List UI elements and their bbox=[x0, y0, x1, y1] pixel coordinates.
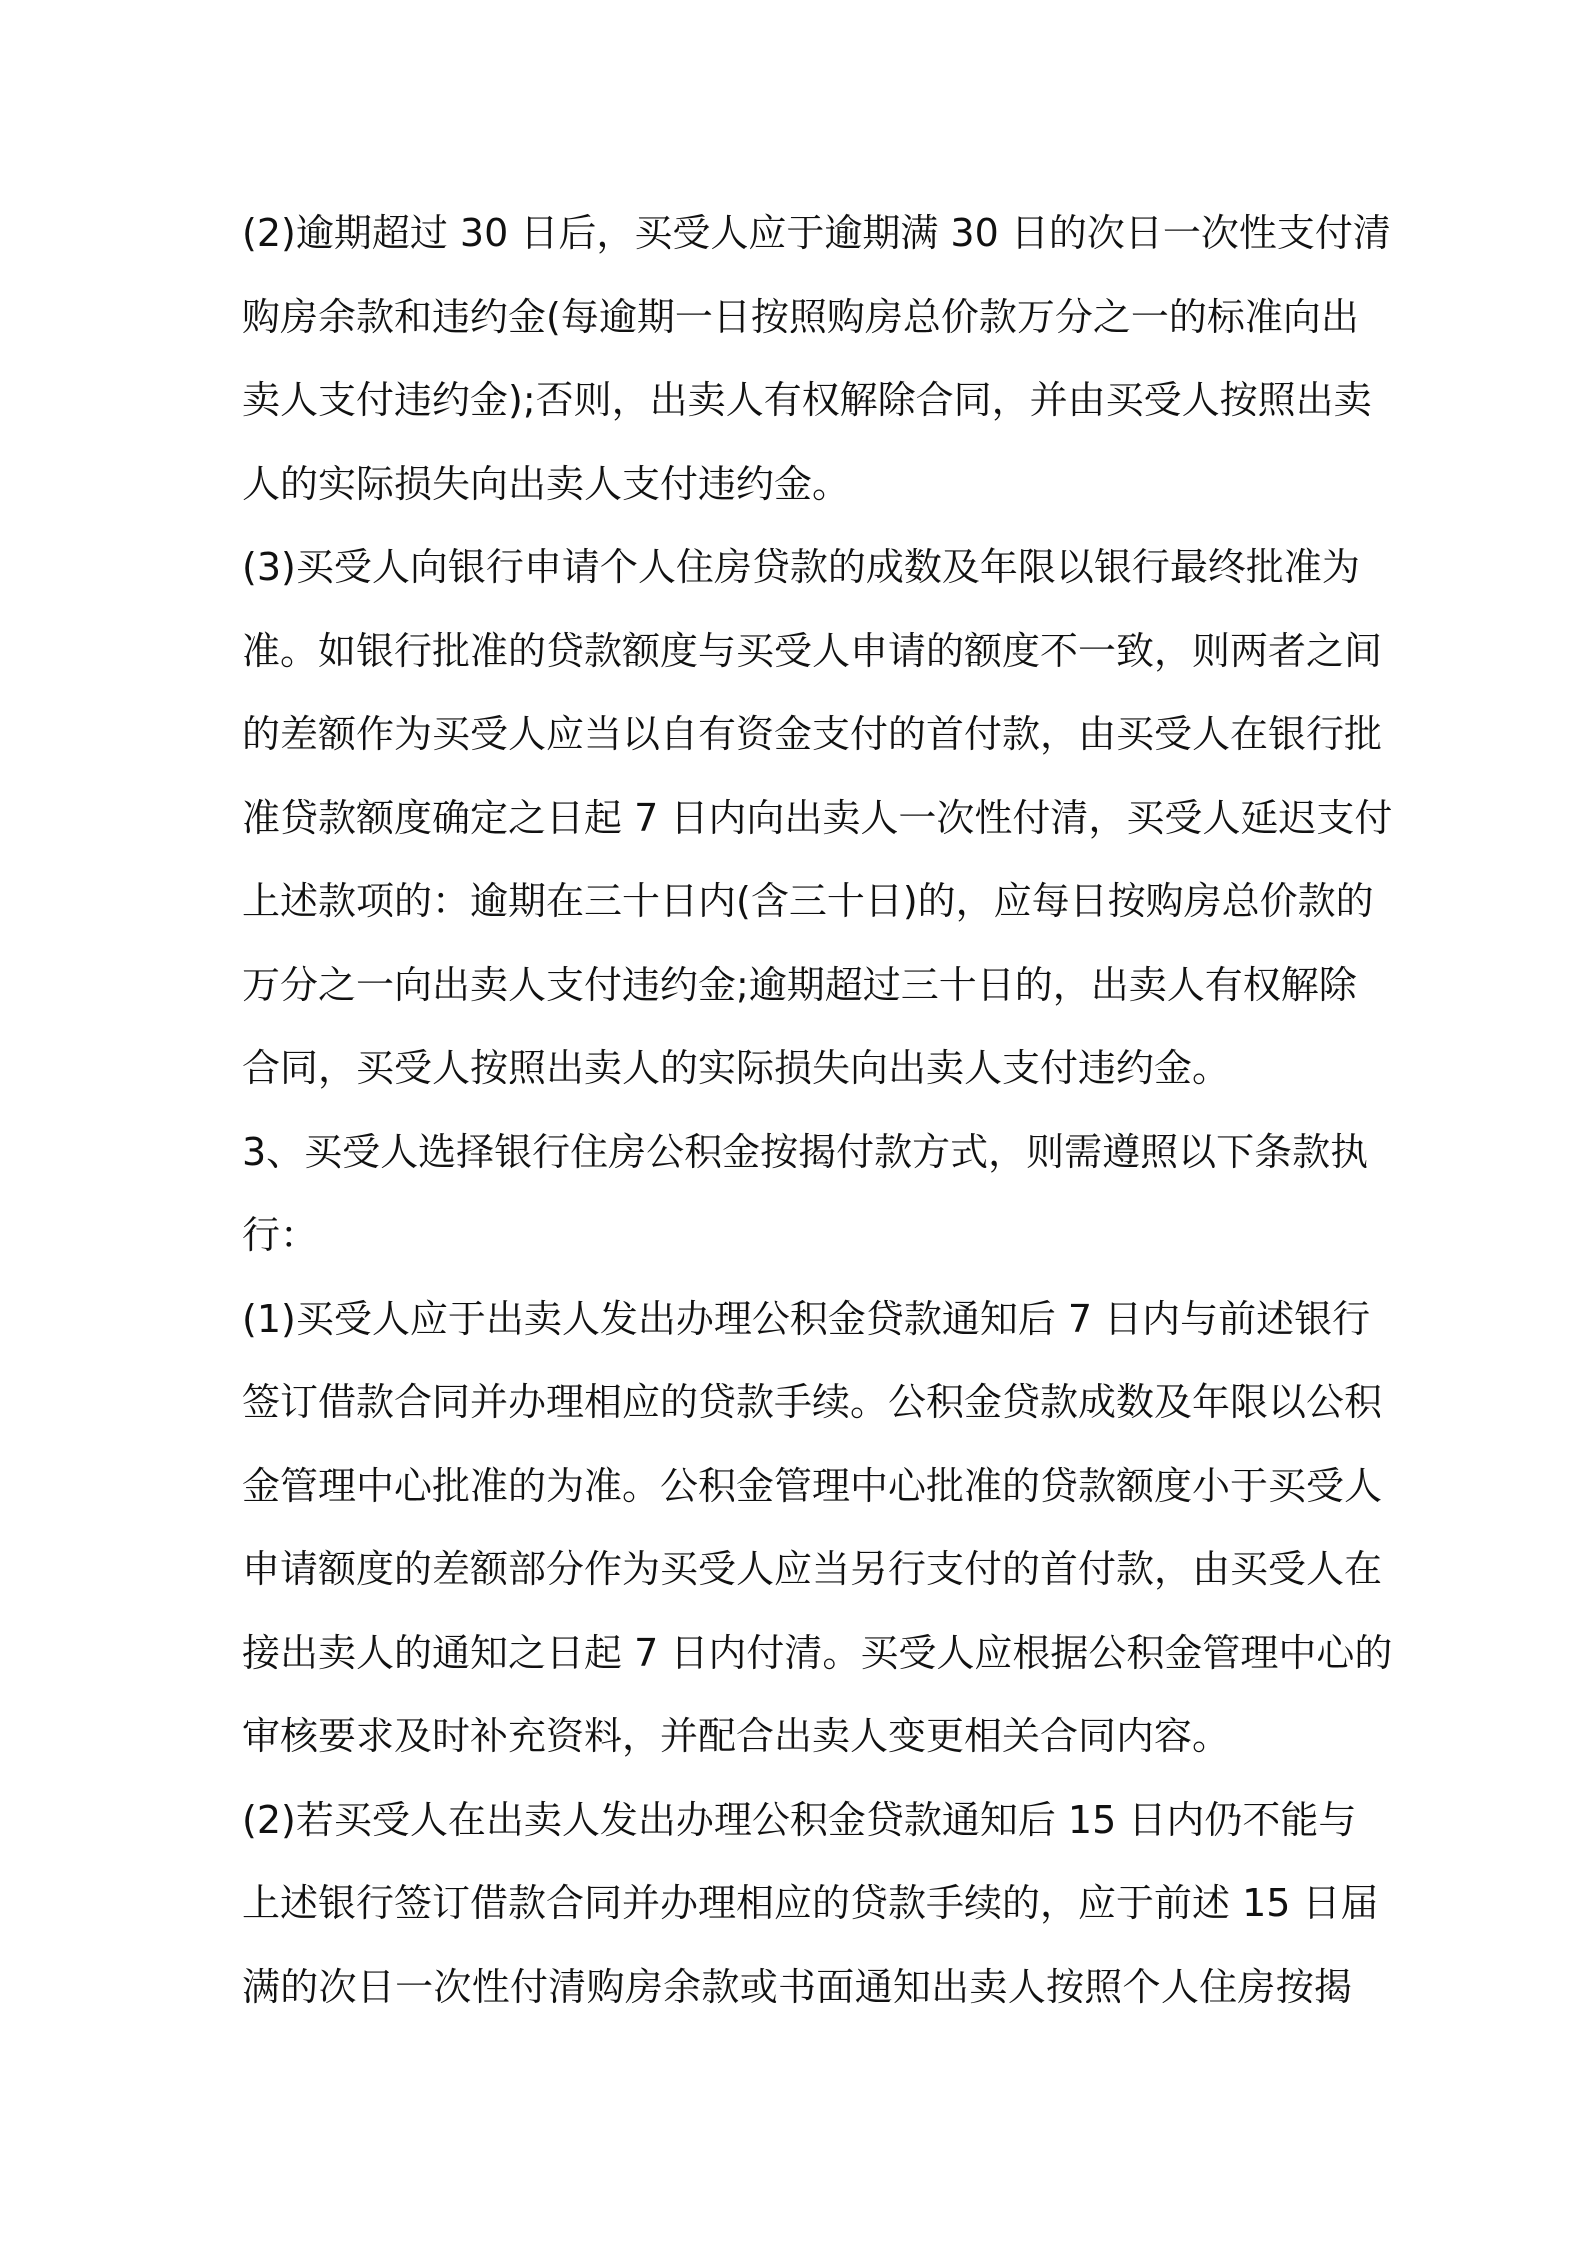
document-text-line: 申请额度的差额部分作为买受人应当另行支付的首付款，由买受人在 bbox=[242, 1547, 1383, 1591]
document-text-line: 审核要求及时补充资料，并配合出卖人变更相关合同内容。 bbox=[242, 1714, 1231, 1758]
document-text-line: (2)若买受人在出卖人发出办理公积金贷款通知后 15 日内仍不能与 bbox=[242, 1797, 1357, 1842]
document-text-line: 行： bbox=[242, 1213, 319, 1257]
document-text-line: 卖人支付违约金);否则，出卖人有权解除合同，并由买受人按照出卖 bbox=[242, 378, 1372, 422]
document-text-line: 的差额作为买受人应当以自有资金支付的首付款，由买受人在银行批 bbox=[242, 712, 1383, 756]
document-text-line: 满的次日一次性付清购房余款或书面通知出卖人按照个人住房按揭 bbox=[242, 1964, 1352, 2009]
document-text-line: 准。如银行批准的贷款额度与买受人申请的额度不一致，则两者之间 bbox=[242, 628, 1383, 673]
document-text-line: 3、买受人选择银行住房公积金按揭付款方式，则需遵照以下条款执 bbox=[242, 1129, 1369, 1174]
document-text-line: 金管理中心批准的为准。公积金管理中心批准的贷款额度小于买受人 bbox=[242, 1463, 1383, 1508]
document-text-line: 准贷款额度确定之日起 7 日内向出卖人一次性付清，买受人延迟支付 bbox=[242, 795, 1393, 840]
document-text-line: (1)买受人应于出卖人发出办理公积金贷款通知后 7 日内与前述银行 bbox=[242, 1296, 1371, 1341]
document-text-line: (3)买受人向银行申请个人住房贷款的成数及年限以银行最终批准为 bbox=[242, 545, 1360, 589]
document-text-line: 购房余款和违约金(每逾期一日按照购房总价款万分之一的标准向出 bbox=[242, 294, 1359, 339]
document-text-line: (2)逾期超过 30 日后，买受人应于逾期满 30 日的次日一次性支付清 bbox=[242, 211, 1391, 255]
document-text-line: 接出卖人的通知之日起 7 日内付清。买受人应根据公积金管理中心的 bbox=[242, 1630, 1393, 1675]
document-text-line: 人的实际损失向出卖人支付违约金。 bbox=[242, 461, 851, 506]
document-text-line: 合同，买受人按照出卖人的实际损失向出卖人支付违约金。 bbox=[242, 1046, 1231, 1090]
document-text-line: 万分之一向出卖人支付违约金;逾期超过三十日的，出卖人有权解除 bbox=[242, 962, 1357, 1007]
document-text-line: 上述款项的：逾期在三十日内(含三十日)的，应每日按购房总价款的 bbox=[242, 879, 1374, 923]
document-text-line: 签订借款合同并办理相应的贷款手续。公积金贷款成数及年限以公积 bbox=[242, 1380, 1383, 1424]
document-text-line: 上述银行签订借款合同并办理相应的贷款手续的，应于前述 15 日届 bbox=[242, 1881, 1379, 1925]
document-body bbox=[242, 192, 1393, 2029]
